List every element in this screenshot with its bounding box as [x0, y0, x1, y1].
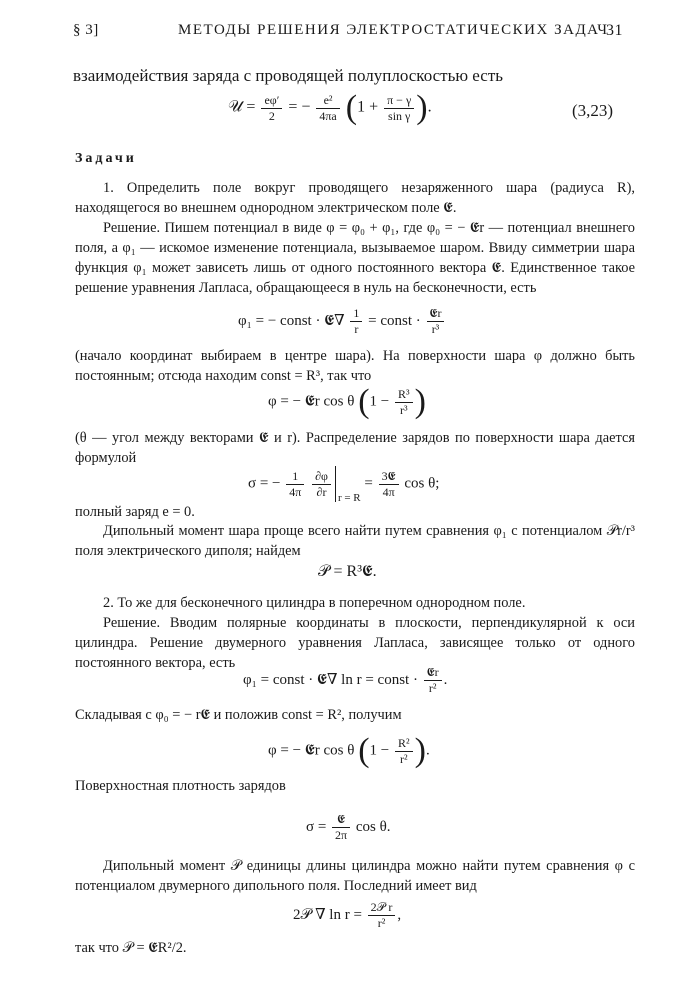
fraction: $\frac{\text{𝕰r}}{\text{r³}}$	[427, 306, 445, 337]
problem-2-text-3: Поверхностная плотность зарядов	[75, 778, 286, 794]
problem-2-statement: 2. То же для бесконечного цилиндра в поперечном однородном поле.	[103, 595, 526, 611]
eq-lhs: 𝒰 =	[228, 98, 256, 116]
equation-dipole-cylinder: 2𝒫 ∇ ln r = $\frac{\text{2𝒫 r}}{\text{r²}}$ ,	[293, 900, 402, 930]
running-title: МЕТОДЫ РЕШЕНИЯ ЭЛЕКТРОСТАТИЧЕСКИХ ЗАДАЧ	[178, 22, 609, 38]
fraction: $\frac{\text{R²}}{\text{r²}}$	[395, 736, 413, 767]
section-marker: § 3]	[73, 22, 99, 38]
fraction: $\frac{\text{𝕰}}{2\pi}$	[332, 812, 350, 843]
fraction: $\frac{\text{2𝒫 r}}{\text{r²}}$	[368, 900, 396, 931]
fraction: $\frac{1}{4\pi}$	[286, 469, 304, 500]
equation-number: (3,23)	[572, 101, 614, 120]
problem-1-text-4: полный заряд e = 0.	[75, 504, 195, 520]
fraction: $\frac{\text{R³}}{\text{r³}}$	[395, 387, 413, 418]
fraction: $\frac{e\varphi'}{2}$	[261, 93, 282, 124]
equation-3-23: 𝒰 = $\frac{e\varphi'}{2}$ = − $\frac{\text{e²}}{4\pi a}$ (1 + $\frac{\pi - \gamma}{\text{sin γ}}$ ).	[228, 89, 432, 126]
fraction: $\frac{\text{e²}}{4\pi a}$	[316, 93, 339, 124]
problem-1-text-3: (θ — угол между векторами 𝕰 и r). Распределение зарядов по поверхности шара дается формулой	[75, 430, 635, 466]
subheading: Задачи	[75, 151, 137, 166]
problem-1-text-2: (начало координат выбираем в центре шара). На поверхности шара φ должно быть постоянным; отсюда находим const = R³, так что	[75, 348, 635, 384]
evaluation-bar	[335, 466, 336, 502]
equation-sigma-sphere: σ = − $\frac{1}{4\pi}$ $\frac{\partial\varphi}{\partial r}$ r = R = $\frac{\text{3𝕰}}{4\pi}$ cos θ;	[248, 466, 439, 504]
page-number: 31	[606, 22, 623, 39]
fraction: $\frac{\partial\varphi}{\partial r}$	[312, 469, 331, 500]
problem-2-solution: Решение. Вводим полярные координаты в плоскости, перпендикулярной к оси цилиндра. Решение двумерного уравнения Лапласа, зависящее только от одного постоянного вектора, есть	[75, 615, 635, 671]
problem-2-text-5: так что 𝒫 = 𝕰R²/2.	[75, 940, 187, 956]
equation-dipole-sphere: 𝒫 = R³𝕰.	[318, 563, 377, 580]
problem-1-text-5: Дипольный момент шара проще всего найти путем сравнения φ₁ с потенциалом 𝒫r/r³ поля электрического диполя; найдем	[75, 523, 635, 559]
problem-1-statement: 1. Определить поле вокруг проводящего незаряженного шара (радиуса R), находящегося во внешнем однородном электрическом поле 𝕰.	[75, 180, 635, 216]
equation-sigma-cylinder: σ = $\frac{\text{𝕰}}{2\pi}$ cos θ.	[306, 812, 391, 842]
intro-line: взаимодействия заряда с проводящей полуплоскостью есть	[73, 66, 504, 85]
problem-2-text-2: Складывая с φ₀ = − r𝕰 и положив const = R², получим	[75, 707, 402, 723]
problem-1-solution: Решение. Пишем потенциал в виде φ = φ₀ + φ₁, где φ₀ = − 𝕰r — потенциал внешнего поля, а φ₁ — искомое изменение потенциала, вызываемое шаром. Ввиду симметрии шара функция φ₁ может зависеть лишь от одного постоянного вектора 𝕰. Единственное такое решение уравнения Лапласа, обращающееся в нуль на бесконечности, есть	[75, 220, 635, 296]
equation-phi1-cylinder: φ₁ = const · 𝕰∇ ln r = const · $\frac{\text{𝕰r}}{\text{r²}}$ .	[243, 665, 448, 695]
fraction: $\frac{\text{𝕰r}}{\text{r²}}$	[424, 665, 442, 696]
equation-phi-cylinder: φ = − 𝕰r cos θ (1 − $\frac{\text{R²}}{\text{r²}}$ ).	[268, 732, 430, 769]
equation-phi1-sphere: φ₁ = − const · 𝕰∇ $\frac{1}{r}$ = const · $\frac{\text{𝕰r}}{\text{r³}}$	[238, 306, 446, 337]
equation-phi-sphere: φ = − 𝕰r cos θ (1 − $\frac{\text{R³}}{\text{r³}}$ )	[268, 383, 426, 420]
fraction: $\frac{\text{3𝕰}}{4\pi}$	[379, 469, 399, 500]
problem-2-text-4: Дипольный момент 𝒫 единицы длины цилиндра можно найти путем сравнения φ с потенциалом двумерного дипольного поля. Последний имеет вид	[75, 858, 635, 894]
fraction: $\frac{\pi - \gamma}{\text{sin γ}}$	[384, 93, 414, 124]
fraction: $\frac{1}{r}$	[350, 306, 362, 337]
